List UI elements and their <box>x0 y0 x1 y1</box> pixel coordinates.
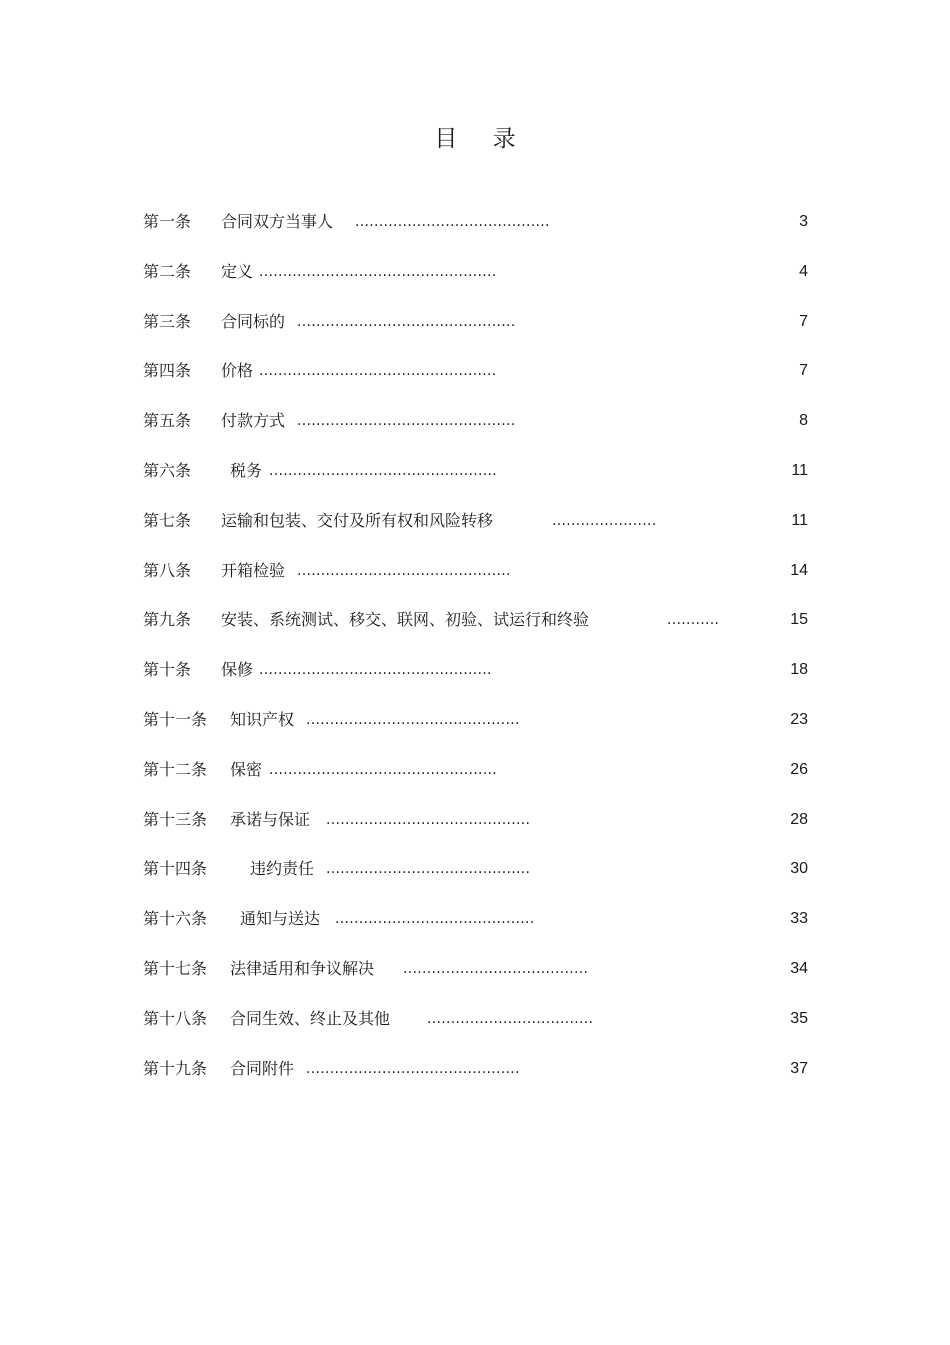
toc-entry-number: 第十七条 <box>143 958 208 978</box>
toc-entry[interactable] <box>143 902 808 952</box>
toc-entry[interactable] <box>143 952 808 1002</box>
toc-entry-number: 第十九条 <box>143 1058 208 1078</box>
toc-entry-title: 合同附件 <box>230 1058 295 1078</box>
toc-entry[interactable] <box>143 554 808 604</box>
toc-entry-number: 第二条 <box>143 261 192 281</box>
page-title: 目 录 <box>434 126 530 152</box>
toc-entry-number: 第十一条 <box>143 709 208 729</box>
toc-entry[interactable] <box>143 454 808 504</box>
toc-leader-dots: ........................................... <box>326 861 531 878</box>
toc-entry-page: 3 <box>799 213 808 230</box>
toc-entry[interactable] <box>143 255 808 305</box>
toc-entry-title: 合同标的 <box>221 311 286 331</box>
toc-entry-title: 安装、系统测试、移交、联网、初验、试运行和终验 <box>221 610 590 630</box>
toc-leader-dots: ................................... <box>427 1010 594 1027</box>
toc-entry[interactable] <box>143 703 808 753</box>
toc-entry-page: 33 <box>790 910 808 928</box>
toc-entry[interactable] <box>143 504 808 554</box>
toc-entry[interactable] <box>143 404 808 454</box>
toc-entry-title: 开箱检验 <box>221 560 286 580</box>
toc-leader-dots: ............................................. <box>297 562 511 579</box>
toc-entry[interactable] <box>143 753 808 803</box>
toc-entry-number: 第十四条 <box>143 859 208 879</box>
toc-leader-dots: .............................................. <box>297 413 516 430</box>
toc-entry-number: 第十二条 <box>143 759 208 779</box>
toc-entry[interactable] <box>143 1002 808 1052</box>
toc-entry-page: 4 <box>799 262 808 280</box>
toc-entry-title: 税务 <box>230 460 263 480</box>
toc-entry[interactable] <box>143 653 808 703</box>
toc-entry-page: 35 <box>790 1009 808 1027</box>
toc-entry-number: 第十六条 <box>143 909 208 929</box>
toc-entry-number: 第五条 <box>143 411 192 431</box>
toc-leader-dots: .................................................. <box>259 263 497 280</box>
toc-entry-title: 付款方式 <box>221 411 286 431</box>
toc-entry-title: 定义 <box>221 261 254 281</box>
toc-entry[interactable] <box>143 803 808 853</box>
toc-leader-dots: ................................................ <box>269 462 498 479</box>
toc-leader-dots: .................................................. <box>259 363 497 380</box>
toc-entry[interactable] <box>143 1052 808 1102</box>
toc-entry-page: 15 <box>790 611 808 629</box>
toc-entry-title: 违约责任 <box>250 859 315 879</box>
toc-entry-page: 26 <box>790 760 808 778</box>
toc-entry-page: 7 <box>799 362 808 380</box>
toc-entry-number: 第八条 <box>143 560 192 580</box>
toc-entry[interactable] <box>143 354 808 404</box>
toc-entry-page: 18 <box>790 661 808 679</box>
toc-entry-title: 价格 <box>221 361 254 381</box>
toc-entry-page: 8 <box>799 412 808 430</box>
toc-entry-title: 运输和包装、交付及所有权和风险转移 <box>221 510 494 530</box>
toc-entry-title: 知识产权 <box>230 709 295 729</box>
toc-entry[interactable] <box>143 603 808 653</box>
toc-entry[interactable] <box>143 305 808 355</box>
toc-entry-title: 合同双方当事人 <box>221 212 334 231</box>
toc-entry-page: 37 <box>790 1059 808 1077</box>
toc-entry[interactable] <box>143 205 808 255</box>
toc-leader-dots: ...................... <box>552 512 657 529</box>
toc-leader-dots: ........... <box>667 612 720 629</box>
toc-entry-number: 第十三条 <box>143 809 208 829</box>
toc-entry-title: 合同生效、终止及其他 <box>230 1008 391 1028</box>
toc-leader-dots: ................................................. <box>259 662 492 679</box>
toc-entry-title: 通知与送达 <box>240 909 321 929</box>
toc-entry-number: 第一条 <box>143 212 192 231</box>
toc-entry-number: 第四条 <box>143 361 192 381</box>
toc-entry-number: 第十条 <box>143 660 192 680</box>
toc-entry-page: 23 <box>790 710 808 728</box>
toc-entry-title: 保修 <box>221 660 254 680</box>
table-of-contents <box>143 205 808 1101</box>
toc-entry-page: 11 <box>791 461 808 479</box>
toc-leader-dots: ......................................... <box>355 214 550 230</box>
toc-leader-dots: ....................................... <box>403 960 589 977</box>
toc-entry-page: 28 <box>790 810 808 828</box>
toc-entry-page: 11 <box>791 511 808 529</box>
toc-leader-dots: ............................................. <box>306 711 520 728</box>
toc-entry-number: 第三条 <box>143 311 192 331</box>
toc-entry-title: 承诺与保证 <box>230 809 311 829</box>
toc-entry-number: 第十八条 <box>143 1008 208 1028</box>
toc-entry-page: 14 <box>790 561 808 579</box>
toc-entry-page: 34 <box>790 959 808 977</box>
toc-entry-page: 30 <box>790 860 808 878</box>
toc-entry-title: 保密 <box>230 759 263 779</box>
toc-entry-page: 7 <box>799 312 808 330</box>
toc-leader-dots: .......................................... <box>335 911 535 928</box>
toc-entry[interactable] <box>143 852 808 902</box>
toc-leader-dots: ................................................ <box>269 761 498 778</box>
toc-leader-dots: ........................................... <box>326 811 531 828</box>
toc-entry-number: 第六条 <box>143 460 192 480</box>
toc-entry-title: 法律适用和争议解决 <box>230 958 375 978</box>
toc-leader-dots: .............................................. <box>297 313 516 330</box>
toc-entry-number: 第七条 <box>143 510 192 530</box>
toc-leader-dots: ............................................. <box>306 1060 520 1077</box>
toc-entry-number: 第九条 <box>143 610 192 630</box>
